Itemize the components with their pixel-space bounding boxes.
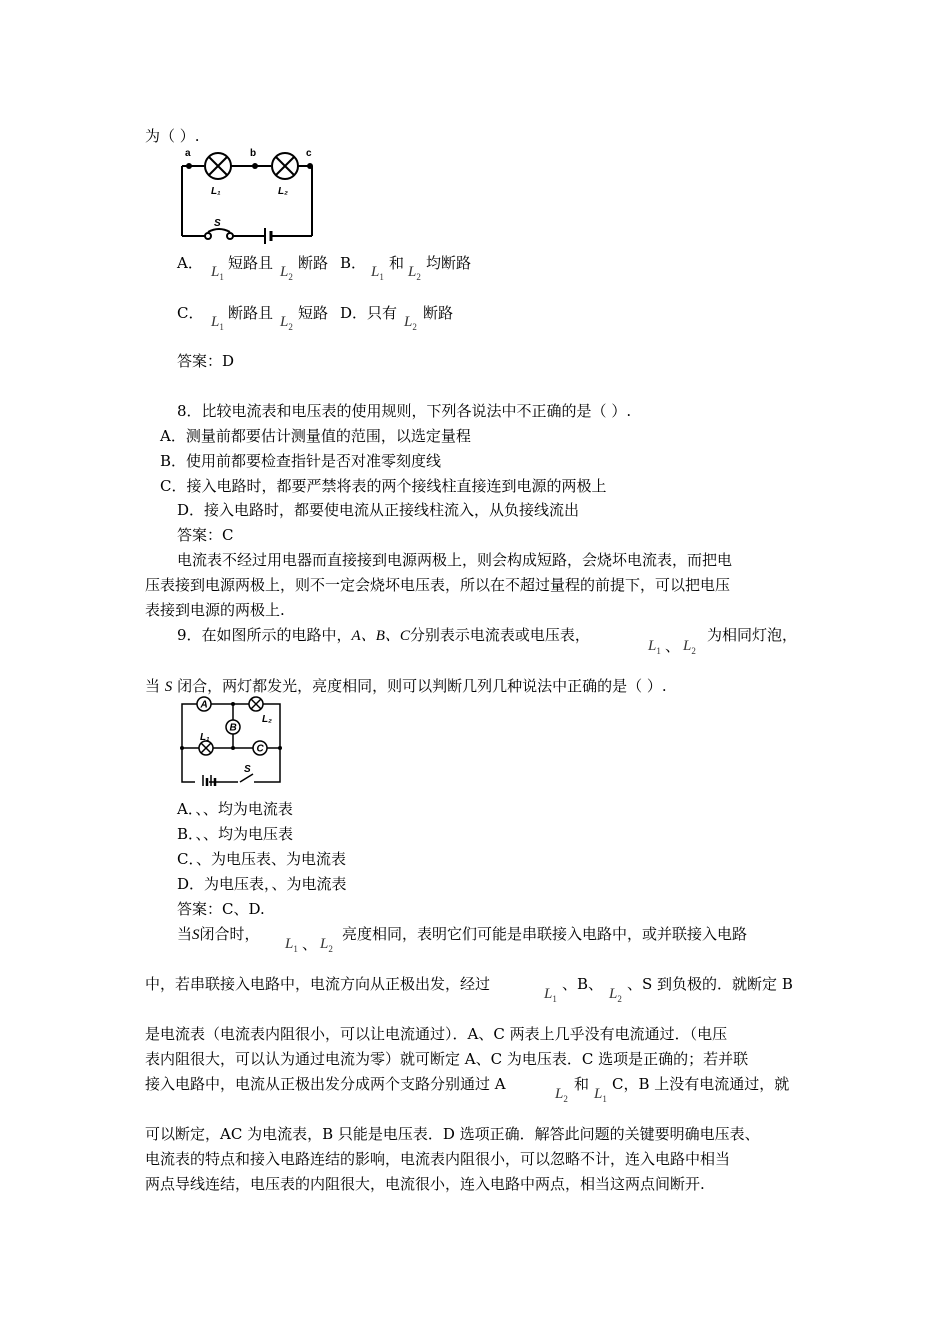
point-a-label: a [185, 148, 191, 159]
q7-option-c-l1: $L_1$ [211, 314, 224, 332]
q8-option-a: A．测量前都要估计测量值的范围，以选定量程 [160, 427, 471, 445]
q9-exp-line2-b: 、B、 [562, 975, 604, 993]
q9-exp-l1: $L_1$ [285, 936, 298, 954]
q7-option-c-label: C． [177, 304, 204, 322]
q7-option-d-text2: 断路 [423, 304, 454, 322]
q9-exp-line8: 两点导线连结，电压表的内阻很大，电流很小，连入电路中两点，相当这两点间断开. [145, 1175, 705, 1193]
q9-exp-line7: 电流表的特点和接入电路连结的影响，电流表内阻很小，可以忽略不计，连入电路中相当 [145, 1150, 731, 1168]
q7-option-a-l1: $L_1$ [211, 264, 224, 282]
q9-stem-l1: $L_1$ [648, 638, 661, 656]
q9-stem-sep: 、 [665, 637, 681, 655]
q9-exp-line1-pre: 当S闭合时， [177, 925, 260, 943]
l1-label: L₁ [211, 186, 221, 197]
q8-explanation-line1: 电流表不经过用电器而直接接到电源两极上，则会构成短路，会烧坏电流表，而把电 [177, 551, 733, 569]
q9-exp-line2-l2: $L_2$ [609, 986, 622, 1004]
q9-exp-line2-post: 、S 到负极的．就断定 B [627, 975, 793, 993]
q9-exp-line6: 可以断定，AC 为电流表，B 只能是电压表．D 选项正确．解答此问题的关键要明确电压表、 [145, 1125, 760, 1143]
q8-answer: 答案：C [177, 526, 234, 544]
q7-option-b-text1: 和 [389, 254, 405, 272]
q7-option-b-l1: $L_1$ [371, 264, 384, 282]
q7-option-a-l2: $L_2$ [280, 264, 293, 282]
q9-exp-line3: 是电流表（电流表内阻很小，可以让电流通过）．A、C 两表上几乎没有电流通过．（电压 [145, 1025, 728, 1043]
q9-exp-line5-l1: $L_1$ [594, 1086, 607, 1104]
q9-exp-sep: 、 [302, 935, 318, 953]
q9-circuit-figure [176, 694, 286, 786]
q9-option-c: C．、为电压表、为电流表 [177, 850, 346, 868]
l2-label: L₂ [262, 714, 272, 725]
q9-exp-line4: 表内阻很大，可以认为通过电流为零）就可断定 A、C 为电压表．C 选项是正确的；若并联 [145, 1050, 749, 1068]
q7-circuit-figure [177, 146, 317, 246]
q8-option-c: C．接入电路时，都要严禁将表的两个接线柱直接连到电源的两极上 [160, 477, 607, 495]
q9-option-b: B．、、均为电压表 [177, 825, 294, 843]
q7-option-c-l2: $L_2$ [280, 314, 293, 332]
q9-stem-l2: $L_2$ [683, 638, 696, 656]
q8-explanation-line3: 表接到电源的两极上. [145, 601, 285, 619]
q7-option-a-label: A． [177, 254, 203, 272]
q8-option-d: D．接入电路时，都要使电流从正接线柱流入，从负接线流出 [177, 501, 580, 519]
meter-a-label: A [200, 699, 208, 711]
q9-exp-line5-post: C，B 上没有电流通过，就 [612, 1075, 790, 1093]
meter-c-label: C [256, 743, 264, 755]
s-label: S [244, 764, 251, 775]
meter-b-label: B [229, 722, 237, 734]
q9-exp-line5-pre: 接入电路中，电流从正极出发分成两个支路分别通过 A [145, 1075, 506, 1093]
q9-stem-line2: 当 S 闭合，两灯都发光，亮度相同，则可以判断几列几种说法中正确的是（ ）. [145, 677, 667, 695]
q9-exp-l2: $L_2$ [320, 936, 333, 954]
q7-option-d-l2: $L_2$ [404, 314, 417, 332]
q8-stem: 8．比较电流表和电压表的使用规则，下列各说法中不正确的是（ ）. [177, 402, 632, 420]
q7-option-a-text2: 断路 [298, 254, 329, 272]
q9-exp-line5-l2: $L_2$ [555, 1086, 568, 1104]
point-c-label: c [306, 148, 312, 159]
q7-option-d-label: D．只有 [340, 304, 398, 322]
q9-answer: 答案：C、D. [177, 900, 265, 918]
q7-option-b-label: B． [340, 254, 367, 272]
q7-option-b-text2: 均断路 [426, 254, 472, 272]
q9-exp-line2-l1: $L_1$ [544, 986, 557, 1004]
q7-option-b-l2: $L_2$ [408, 264, 421, 282]
switch-icon [205, 233, 211, 239]
q9-exp-line1-post: 亮度相同，表明它们可能是串联接入电路中，或并联接入电路 [342, 925, 748, 943]
point-b-label: b [250, 148, 257, 159]
q7-option-c-text1: 断路且 [228, 304, 274, 322]
q9-exp-line5-and: 和 [574, 1075, 590, 1093]
q9-option-a: A．、、均为电流表 [177, 800, 293, 818]
q7-answer: 答案：D [177, 352, 235, 370]
q9-option-d: D．为电压表，、为电流表 [177, 875, 347, 893]
q8-explanation-line2: 压表接到电源两极上，则不一定会烧坏电压表，所以在不超过量程的前提下，可以把电压 [145, 576, 731, 594]
q9-stem-post: 为相同灯泡， [707, 626, 798, 644]
l2-label: L₂ [278, 186, 288, 197]
q8-option-b: B．使用前都要检查指针是否对准零刻度线 [160, 452, 442, 470]
q9-stem: 9．在如图所示的电路中，A、B、C分别表示电流表或电压表， [177, 626, 590, 644]
q7-option-a-text1: 短路且 [228, 254, 274, 272]
l1-label: L₁ [200, 732, 210, 743]
s-label: S [214, 218, 221, 229]
q7-stem-tail: 为（ ）. [145, 127, 200, 145]
q7-option-c-text2: 短路 [298, 304, 329, 322]
q9-exp-line2-pre: 中，若串联接入电路中，电流方向从正极出发，经过 [145, 975, 491, 993]
